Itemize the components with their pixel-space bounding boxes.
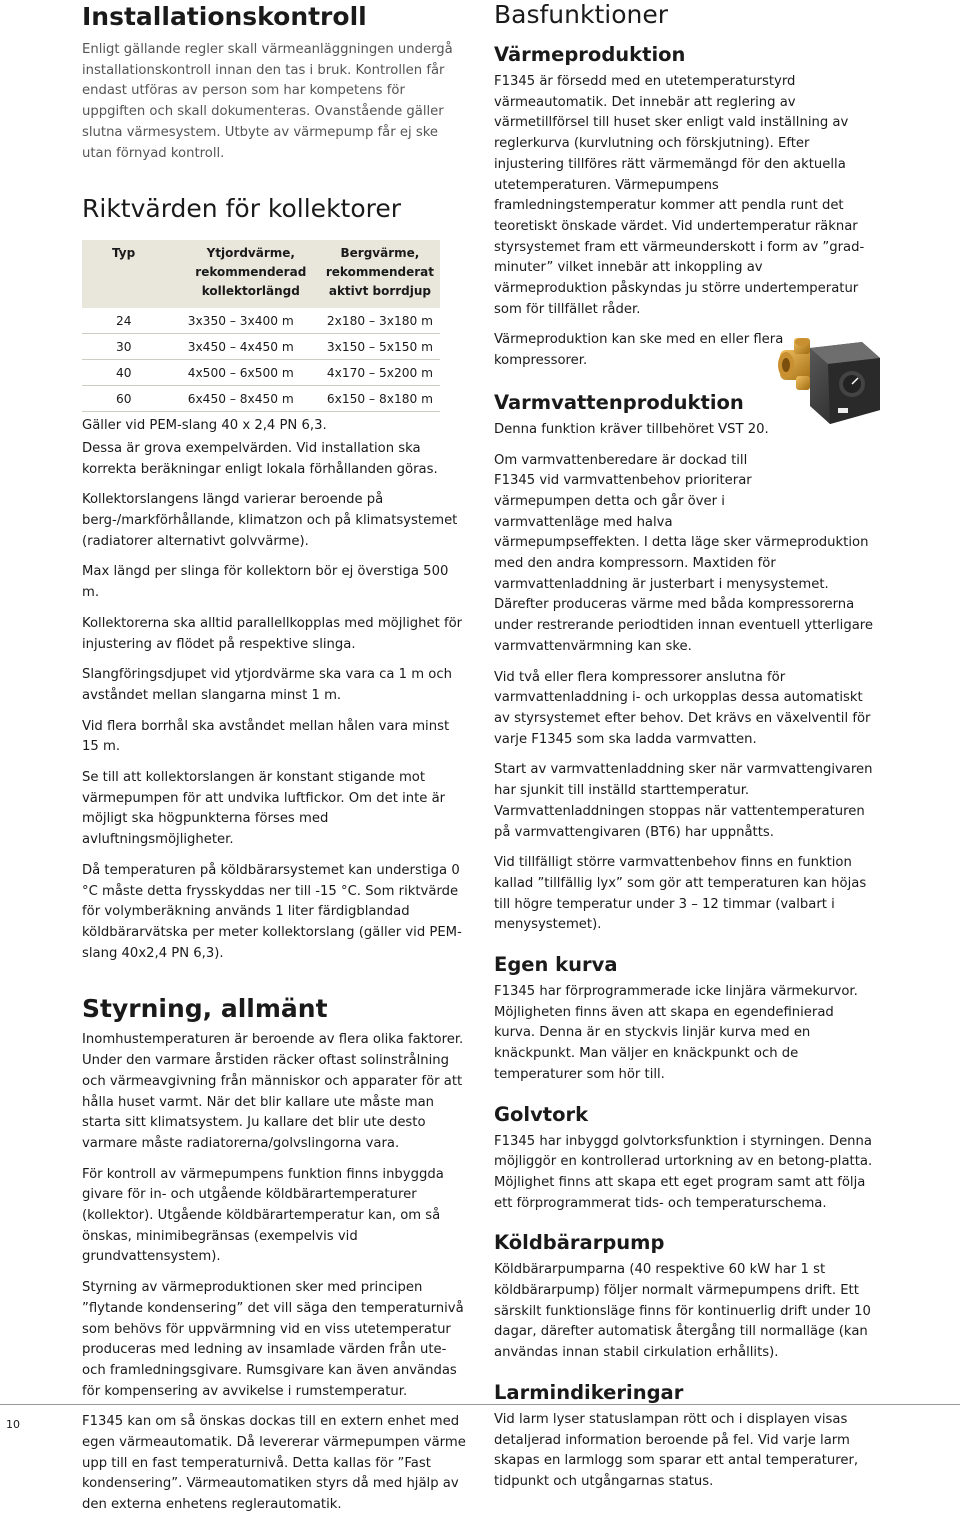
riktvarden-p5: Kollektorerna ska alltid parallellkopplas med möjlighet för injustering av flödet på respektive slinga. <box>82 615 463 652</box>
cell-ytjord: 4x500 – 6x500 m <box>182 360 320 386</box>
cell-berg: 2x180 – 3x180 m <box>320 308 440 334</box>
page-number: 10 <box>6 1418 20 1431</box>
varmvatten-p4: Start av varmvattenladdning sker när varmvattengivaren har sjunkit till inställd starttemperatur. Varmvattenladdningen stoppas när vattentemperaturen på varmvattengivaren (BT6) har uppnåtts. <box>494 762 873 840</box>
heading-riktvarden: Riktvärden för kollektorer <box>82 194 402 224</box>
cell-ytjord: 6x450 – 8x450 m <box>182 386 320 412</box>
table-row <box>82 308 440 334</box>
heading-varmeproduktion: Värmeproduktion <box>494 43 686 66</box>
table-row <box>82 360 440 386</box>
riktvarden-p7: Vid flera borrhål ska avståndet mellan hålen vara minst 15 m. <box>82 718 450 755</box>
right-column <box>494 0 878 1503</box>
cell-berg: 6x150 – 8x180 m <box>320 386 440 412</box>
heading-larmindikeringar: Larmindikeringar <box>494 1380 684 1404</box>
varmeproduktion-p2: Värmeproduktion kan ske med en eller flera kompressorer. <box>494 332 784 369</box>
riktvarden-p3: Kollektorslangens längd varierar beroende på berg-/markförhållande, klimatzon och på klimatsystemet (radiatorer alternativt golvvärme). <box>82 492 458 549</box>
riktvarden-p6: Slangföringsdjupet vid ytjordvärme ska vara ca 1 m och avståndet mellan slangarna minst 1 m. <box>82 667 452 703</box>
valve-actuator-image <box>776 336 882 428</box>
cell-typ: 40 <box>82 360 182 386</box>
koldbararpump-p1: Köldbärarpumparna (40 respektive 60 kW har 1 st köldbärarpump) följer normalt värmepumpens drift. Ett särskilt funktionsläge finns för kontinuerlig drift under 10 dagar, därefter automatisk återgång till normalläge (kan användas innan stabil cirkulation erhållits). <box>494 1262 871 1361</box>
table-header-row <box>82 240 440 308</box>
cell-ytjord: 3x350 – 3x400 m <box>182 308 320 334</box>
varmeproduktion-p1: F1345 är försedd med en utetemperaturstyrd värmeautomatik. Det innebär att reglering av värmetillförsel till huset sker enligt vald inställning av reglerkurva (kurvlutning och förskjutning). Efter injustering tillföres rätt värmemängd för den aktuella utetemperaturen. Värmepumpens framledningstemperatur kommer att pendla runt det teoretiskt önskade värdet. Vid undertemperatur räknar styrsystemet fram ett värmeunderskott i form av ”grad-minuter” vilket innebär att inkoppling av värmeproduktion påskyndas ju större undertemperatur som för tillfället råder. <box>494 74 865 317</box>
styrning-p3: Styrning av värmeproduktionen sker med principen ”flytande kondensering” det vill säga den temperaturnivå som behövs för uppvärmning vid en viss utetemperatur produceras med ledning av insamlade värden från ute- och framledningsgivare. Rumsgivare kan även användas för kompensering av avvikelse i rumstemperatur. <box>82 1280 464 1399</box>
cell-typ: 24 <box>82 308 182 334</box>
footer-rule <box>0 1404 960 1405</box>
col-header-bergvarme: Bergvärme, rekommenderat aktivt borrdjup <box>320 240 440 308</box>
install-text: Enligt gällande regler skall värmeanläggningen undergå installationskontroll innan den tas i bruk. Kontrollen får endast utföras av person som har kompetens för uppgiften och skall dokumenteras. Ovanstående gäller slutna värmesystem. Utbyte av värmepump får ej ske utan förnyad kontroll. <box>82 42 453 161</box>
egen-kurva-p1: F1345 har förprogrammerade icke linjära värmekurvor. Möjligheten finns även att skapa en egendefinierad kurva. Denna är en styckvis linjär kurva med en knäckpunkt. Man väljer en knäckpunkt och de temperaturer som hör till. <box>494 984 858 1082</box>
heading-egen-kurva: Egen kurva <box>494 953 618 977</box>
cell-berg: 4x170 – 5x200 m <box>320 360 440 386</box>
col-header-typ: Typ <box>82 240 182 308</box>
heading-koldbararpump: Köldbärarpump <box>494 1231 665 1255</box>
styrning-p4: F1345 kan om så önskas dockas till en extern enhet med egen värmeautomatik. Då levererar värmepumpen värme upp till en fast temperaturnivå. Detta kallas för ”Fast kondensering”. Värmeautomatiken styrs då med hjälp av den externa enhetens reglerautomatik. <box>82 1414 466 1513</box>
varmvatten-p3: Vid två eller flera kompressorer anslutna för varmvattenladdning i- och urkopplas dessa automatiskt av styrsystemet efter behov. Det krävs en växelventil för varje F1345 som ska ladda varmvatten. <box>494 669 871 747</box>
riktvarden-p1: Gäller vid PEM-slang 40 x 2,4 PN 6,3. <box>82 418 327 434</box>
styrning-p1: Inomhustemperaturen är beroende av flera olika faktorer. Under den varmare årstiden räcker oftast solinstrålning och värmeavgivning från människor och apparater för att hålla huset varmt. När det blir kallare ute måste man starta sitt klimatsystem. Ju kallare det blir ute desto varmare måste radiatorerna/golvslingorna vara. <box>82 1032 464 1151</box>
device-float <box>772 451 878 523</box>
cell-berg: 3x150 – 5x150 m <box>320 334 440 360</box>
heading-golvtork: Golvtork <box>494 1102 589 1126</box>
styrning-p2: För kontroll av värmepumpens funktion finns inbyggda givare för in- och utgående köldbärartemperaturer (kollektor). Utgående köldbärartemperatur kan, om så önskas, minimibegränsas (exempelvis vid grundvattensystem). <box>82 1166 444 1265</box>
riktvarden-p4: Max längd per slinga för kollektorn bör ej överstiga 500 m. <box>82 564 449 601</box>
left-column <box>82 0 466 1526</box>
riktvarden-p2: Dessa är grova exempelvärden. Vid installation ska korrekta beräkningar enligt lokala förhållanden göras. <box>82 440 438 477</box>
table-row <box>82 386 440 412</box>
table-row <box>82 334 440 360</box>
cell-typ: 60 <box>82 386 182 412</box>
larm-p1: Vid larm lyser statuslampan rött och i displayen visas detaljerad information beroende på fel. Vid varje larm skapas en larmlogg som sparar ett antal temperaturer, tidpunkt och utgångarnas status. <box>494 1411 859 1489</box>
cell-ytjord: 3x450 – 4x450 m <box>182 334 320 360</box>
cell-typ: 30 <box>82 334 182 360</box>
col-header-ytjordvarme: Ytjordvärme, rekommenderad kollektorlängd <box>182 240 320 308</box>
riktvarden-p8: Se till att kollektorslangen är konstant stigande mot värmepumpen för att undvika luftfickor. Om det inte är möjligt ska högpunkterna förses med avluftningsmöjligheter. <box>82 770 446 848</box>
varmvatten-p5: Vid tillfälligt större varmvattenbehov finns en funktion kallad ”tillfällig lyx” som gör att temperaturen kan höjas till högre temperatur under 3 – 12 timmar (valbart i menysystemet). <box>494 855 867 933</box>
varmvatten-p1: Denna funktion kräver tillbehöret VST 20. <box>494 421 769 437</box>
heading-basfunktioner: Basfunktioner <box>494 0 669 29</box>
riktvarden-table <box>82 240 440 412</box>
riktvarden-p9: Då temperaturen på köldbärarsystemet kan understiga 0 °C måste detta frysskyddas ner till -15 °C. Som riktvärde för volymberäkning används 1 liter färdigblandad köldbärarvätska per meter kollektorslang (gäller vid PEM-slang 40x2,4 PN 6,3). <box>82 862 462 961</box>
heading-varmvattenproduktion: Varmvattenproduktion <box>494 390 744 414</box>
heading-installationskontroll: Installationskontroll <box>82 2 367 31</box>
varmvatten-p2-text: Om varmvattenberedare är dockad till F1345 vid varmvattenbehov prioriterar värmepumpen detta och går över i varmvattenläge med halva värmepumpseffekten. I detta läge sker värmeproduktion med den andra kompressorn. Maxtiden för varmvattenladdning är justerbart i menysystemet. Därefter produceras värme med båda kompressorerna under restrerande periodtiden innan eventuell ytterligare varmvattenvärmning kan ske. <box>494 452 874 654</box>
varmvatten-p2 <box>494 451 878 658</box>
golvtork-p1: F1345 har inbyggd golvtorksfunktion i styrningen. Denna möjliggör en kontrollerad urtorkning av en betong-platta. Möjlighet finns att skapa ett eget program samt att följa ett förprogrammerat tids- och temperaturschema. <box>494 1133 873 1211</box>
heading-styrning: Styrning, allmänt <box>82 994 328 1024</box>
